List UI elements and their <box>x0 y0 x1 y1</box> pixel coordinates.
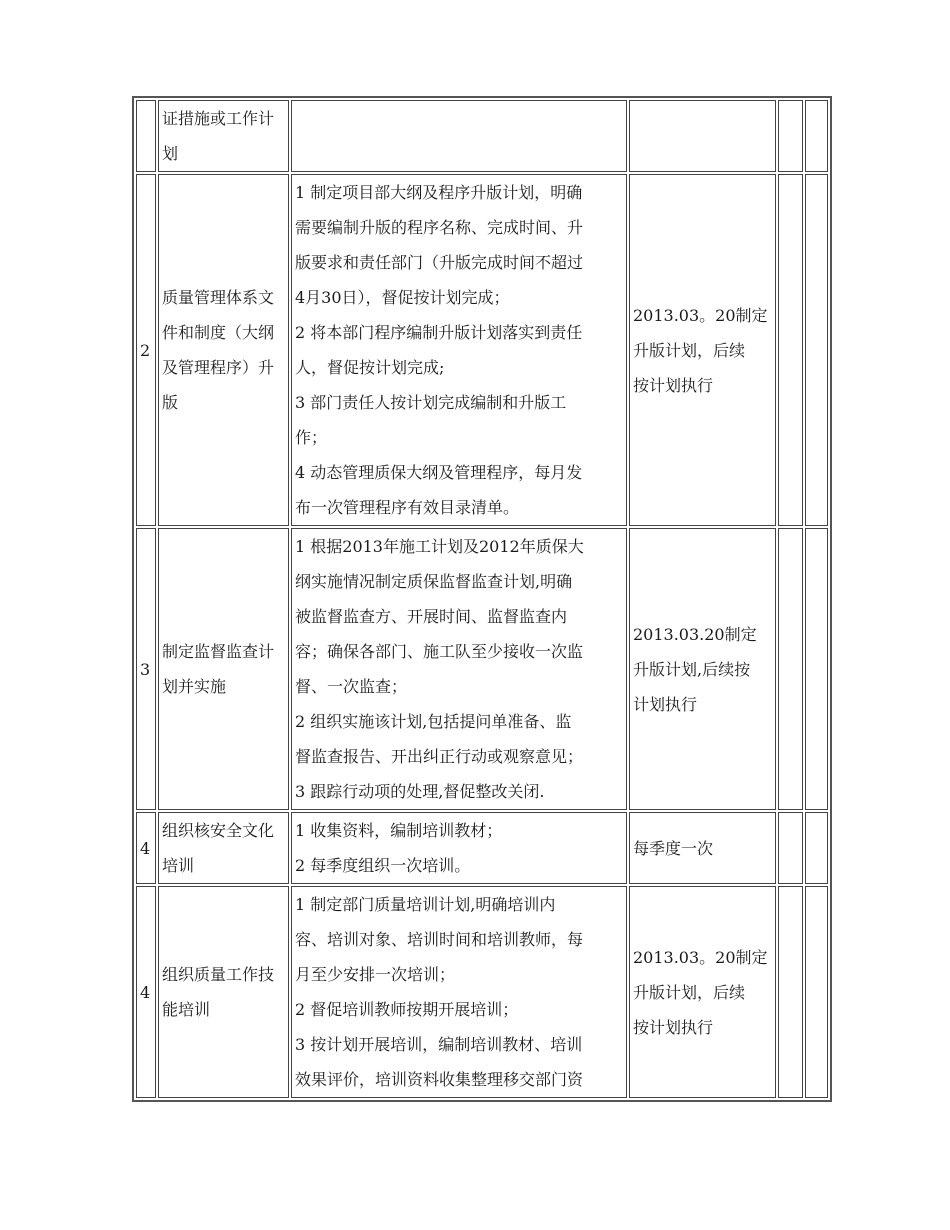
time-cell <box>629 174 776 526</box>
row-number-cell: 2 <box>136 174 156 526</box>
table-row <box>136 812 828 884</box>
item-text: 组织核安全文化 <box>162 821 275 840</box>
item-text: 制定监督监查计 <box>162 642 275 661</box>
content-text: 作； <box>295 428 328 447</box>
content-text: 3 按计划开展培训，编制培训教材、培训 <box>295 1035 583 1054</box>
content-text: 2 将本部门程序编制升版计划落实到责任 <box>295 323 583 342</box>
item-text: 组织质量工作技 <box>162 965 275 984</box>
content-text: 容、培训对象、培训时间和培训教师，每 <box>295 930 584 949</box>
content-text: 3 跟踪行动项的处理,督促整改关闭. <box>295 782 545 801</box>
content-cell <box>291 812 627 884</box>
content-text: 布一次管理程序有效目录清单。 <box>295 498 520 517</box>
content-cell <box>291 886 627 1098</box>
item-cell <box>158 528 289 810</box>
content-text: 督、一次监查； <box>295 677 408 696</box>
item-text: 及管理程序）升 <box>162 358 275 377</box>
content-text: 纲实施情况制定质保监督监查计划,明确 <box>295 572 573 591</box>
content-text: 月至少安排一次培训； <box>295 965 456 984</box>
table-row <box>136 886 828 1098</box>
content-text: 需要编制升版的程序名称、完成时间、升 <box>295 218 584 237</box>
empty-cell <box>778 528 803 810</box>
item-text: 培训 <box>162 856 195 875</box>
time-text: 按计划执行 <box>633 1017 714 1037</box>
content-text: 4 动态管理质保大纲及管理程序，每月发 <box>295 463 583 482</box>
item-text: 证措施或工作计 <box>162 109 275 128</box>
item-cell <box>158 886 289 1098</box>
time-text: 2013.03。20制定 <box>633 305 768 325</box>
content-text: 版要求和责任部门（升版完成时间不超过 <box>295 253 584 272</box>
row-number-cell: 4 <box>136 812 156 884</box>
item-text: 划并实施 <box>162 677 227 696</box>
item-text: 质量管理体系文 <box>162 288 275 307</box>
content-text: 督监查报告、开出纠正行动或观察意见； <box>295 747 584 766</box>
content-text: 1 收集资料，编制培训教材； <box>295 821 503 840</box>
content-text: 2 组织实施该计划,包括提问单准备、监 <box>295 712 572 731</box>
content-cell <box>291 174 627 526</box>
time-text: 升版计划，后续 <box>633 982 746 1002</box>
content-cell <box>291 528 627 810</box>
item-cell <box>158 812 289 884</box>
table-row <box>136 100 828 172</box>
item-cell <box>158 174 289 526</box>
time-cell <box>629 100 776 172</box>
content-text: 1 制定部门质量培训计划,明确培训内 <box>295 895 556 914</box>
empty-cell <box>805 812 828 884</box>
item-text: 版 <box>162 393 179 412</box>
time-text: 按计划执行 <box>633 375 714 395</box>
time-cell <box>629 528 776 810</box>
item-text: 能培训 <box>162 1000 211 1019</box>
empty-cell <box>805 886 828 1098</box>
row-number-cell <box>136 100 156 172</box>
work-plan-table <box>132 96 832 1102</box>
time-text: 2013.03。20制定 <box>633 947 768 967</box>
time-text: 升版计划，后续 <box>633 340 746 360</box>
content-text: 3 部门责任人按计划完成编制和升版工 <box>295 393 567 412</box>
content-text: 1 根据2013年施工计划及2012年质保大 <box>295 537 584 556</box>
time-text: 每季度一次 <box>633 838 714 858</box>
time-text: 升版计划,后续按 <box>633 659 751 679</box>
row-number-cell: 3 <box>136 528 156 810</box>
item-cell <box>158 100 289 172</box>
empty-cell <box>778 812 803 884</box>
content-text: 被监督监查方、开展时间、监督监查内 <box>295 607 568 626</box>
row-number-cell: 4 <box>136 886 156 1098</box>
table-row <box>136 174 828 526</box>
content-text: 效果评价，培训资料收集整理移交部门资 <box>295 1070 584 1089</box>
empty-cell <box>778 886 803 1098</box>
empty-cell <box>778 174 803 526</box>
table-row <box>136 528 828 810</box>
content-text: 2 督促培训教师按期开展培训； <box>295 1000 519 1019</box>
time-cell <box>629 812 776 884</box>
time-cell <box>629 886 776 1098</box>
empty-cell <box>805 528 828 810</box>
content-text: 人，督促按计划完成; <box>295 358 445 377</box>
content-text: 4月30日），督促按计划完成； <box>295 288 510 307</box>
content-text: 1 制定项目部大纲及程序升版计划，明确 <box>295 183 583 202</box>
time-text: 计划执行 <box>633 694 698 714</box>
content-cell <box>291 100 627 172</box>
content-text: 容；确保各部门、施工队至少接收一次监 <box>295 642 584 661</box>
empty-cell <box>778 100 803 172</box>
empty-cell <box>805 100 828 172</box>
content-text: 2 每季度组织一次培训。 <box>295 856 471 875</box>
empty-cell <box>805 174 828 526</box>
time-text: 2013.03.20制定 <box>633 624 757 644</box>
item-text: 划 <box>162 144 179 163</box>
item-text: 件和制度（大纲 <box>162 323 275 342</box>
